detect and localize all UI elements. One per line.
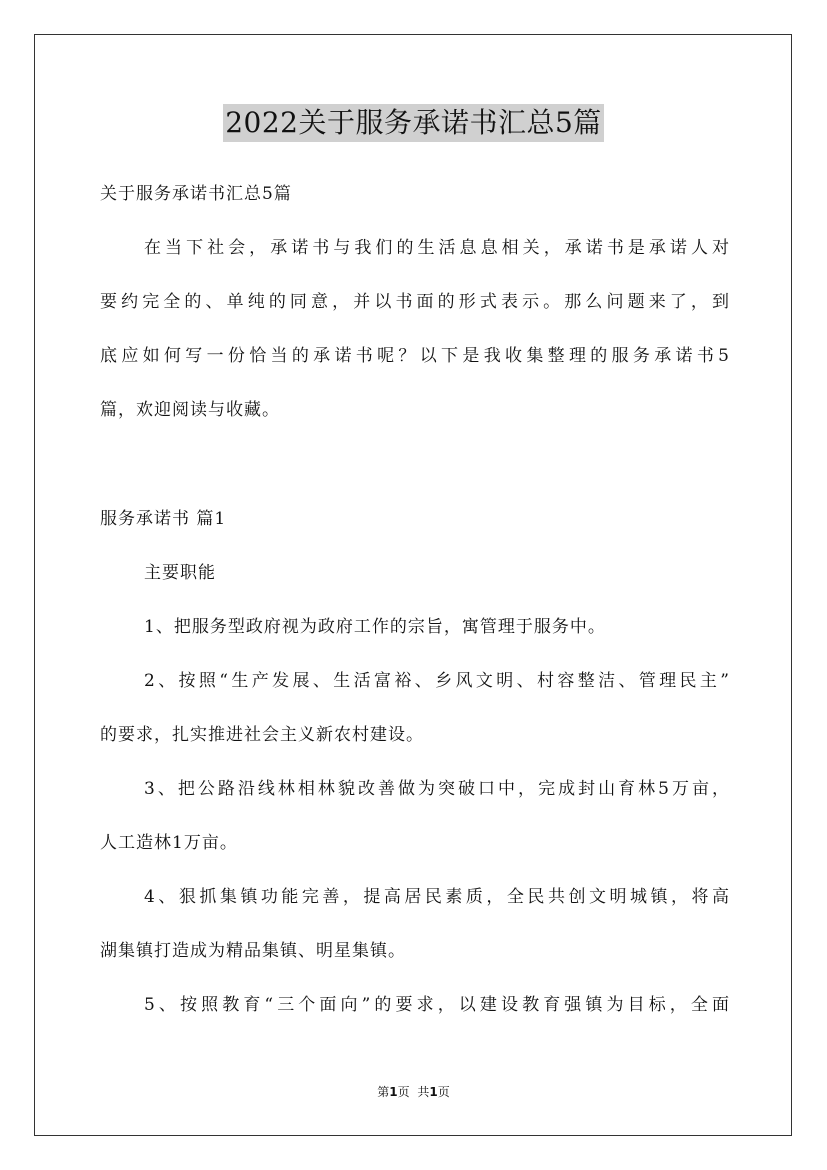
item-2-line-1: 2、按照“生产发展、生活富裕、乡风文明、村容整洁、管理民主” xyxy=(144,671,730,691)
document-title: 2022关于服务承诺书汇总5篇 xyxy=(223,104,604,142)
intro-line-2: 要约完全的、单纯的同意，并以书面的形式表示。那么问题来了，到 xyxy=(100,292,730,312)
item-2-line-2: 的要求，扎实推进社会主义新农村建设。 xyxy=(100,725,424,745)
item-3-line-2: 人工造林1万亩。 xyxy=(100,833,238,853)
intro-line-1: 在当下社会，承诺书与我们的生活息息相关，承诺书是承诺人对 xyxy=(144,238,730,258)
item-1-line-1: 1、把服务型政府视为政府工作的宗旨，寓管理于服务中。 xyxy=(144,617,606,637)
intro-line-4: 篇，欢迎阅读与收藏。 xyxy=(100,400,280,420)
subtitle-line: 关于服务承诺书汇总5篇 xyxy=(100,184,292,204)
footer-total-suffix: 页 xyxy=(437,1085,450,1099)
item-5-line-1: 5、按照教育“三个面向”的要求，以建设教育强镇为目标，全面 xyxy=(144,995,730,1015)
footer-page-prefix: 第 xyxy=(377,1085,390,1099)
item-3-line-1: 3、把公路沿线林相林貌改善做为突破口中，完成封山育林5万亩， xyxy=(144,779,730,799)
item-4-line-2: 湖集镇打造成为精品集镇、明星集镇。 xyxy=(100,941,406,961)
main-functions-heading: 主要职能 xyxy=(144,563,216,583)
section-heading: 服务承诺书 篇1 xyxy=(100,509,227,529)
title-container xyxy=(0,104,827,142)
item-4-line-1: 4、狠抓集镇功能完善，提高居民素质，全民共创文明城镇，将高 xyxy=(144,887,730,907)
page-footer xyxy=(0,1084,827,1100)
intro-line-3: 底应如何写一份恰当的承诺书呢？以下是我收集整理的服务承诺书5 xyxy=(100,346,730,366)
footer-page-suffix: 页 xyxy=(397,1085,410,1099)
footer-total-prefix: 共 xyxy=(417,1085,430,1099)
footer-total-pages: 1 xyxy=(429,1085,438,1099)
footer-page-current: 1 xyxy=(389,1085,398,1099)
